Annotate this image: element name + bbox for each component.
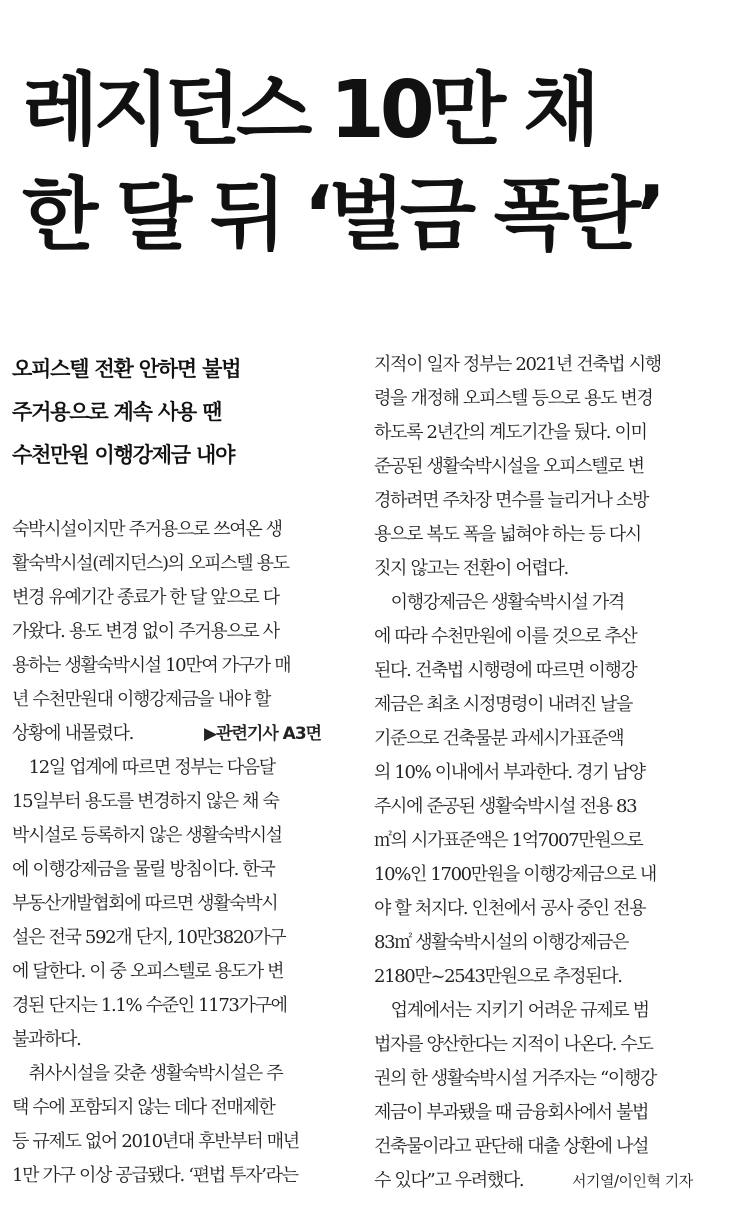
subheadline-line-1: 오피스텔 전환 안하면 불법 xyxy=(12,357,241,381)
body-line: 숙박시설이지만 주거용으로 쓰여온 생 xyxy=(12,519,282,540)
body-line: 에 달한다. 이 중 오피스텔로 용도가 변 xyxy=(12,961,284,982)
body-line: ㎡의 시가표준액은 1억7007만원으로 xyxy=(374,830,643,851)
body-line: 15일부터 용도를 변경하지 않은 채 숙 xyxy=(12,791,279,812)
headline-line-1: 레지던스 10만 채 xyxy=(22,64,595,156)
body-line: 83㎡ 생활숙박시설의 이행강제금은 xyxy=(374,932,629,953)
body-line: 박시설로 등록하지 않은 생활숙박시설 xyxy=(12,825,282,846)
body-line: 주시에 준공된 생활숙박시설 전용 83 xyxy=(374,796,637,817)
body-line: 에 따라 수천만원에 이를 것으로 추산 xyxy=(374,626,637,647)
body-line: 설은 전국 592개 단지, 10만3820가구 xyxy=(12,927,286,948)
body-line: 년 수천만원대 이행강제금을 내야 할 xyxy=(12,689,271,710)
body-line: 용하는 생활숙박시설 10만여 가구가 매 xyxy=(12,655,291,676)
body-line: 변경 유예기간 종료가 한 달 앞으로 다 xyxy=(12,587,279,608)
body-line: 10%인 1700만원을 이행강제금으로 내 xyxy=(374,864,656,885)
headline xyxy=(22,58,722,268)
body-line: 제금이 부과됐을 때 금융회사에서 불법 xyxy=(374,1102,649,1123)
body-line: 상황에 내몰렸다. xyxy=(12,723,134,744)
subheadline-line-3: 수천만원 이행강제금 내야 xyxy=(12,443,235,467)
body-line: 부동산개발협회에 따르면 생활숙박시 xyxy=(12,893,278,914)
related-article-link[interactable]: ▶관련기사 A3면 xyxy=(204,724,322,744)
body-line: 준공된 생활숙박시설을 오피스텔로 변 xyxy=(374,456,644,477)
headline-line-2: 한 달 뒤 ‘벌금 폭탄’ xyxy=(22,169,662,261)
byline: 서기열/이인혁 기자 xyxy=(572,1172,693,1190)
body-line: 불과하다. xyxy=(12,1029,81,1050)
body-line: 12일 업계에 따르면 정부는 다음달 xyxy=(12,757,275,778)
body-line: 건축물이라고 판단해 대출 상환에 나설 xyxy=(374,1136,649,1157)
subheadline xyxy=(12,348,352,477)
body-line: 경하려면 주차장 면수를 늘리거나 소방 xyxy=(374,490,649,511)
body-line: 기준으로 건축물분 과세시가표준액 xyxy=(374,728,624,749)
body-line: 수 있다”고 우려했다. xyxy=(374,1170,524,1191)
body-line: 지적이 일자 정부는 2021년 건축법 시행 xyxy=(374,354,661,375)
body-line: 등 규제도 없어 2010년대 후반부터 매년 xyxy=(12,1131,299,1152)
body-line: 제금은 최초 시정명령이 내려진 날을 xyxy=(374,694,633,715)
body-line: 야 할 처지다. 인천에서 공사 중인 전용 xyxy=(374,898,646,919)
body-line: 권의 한 생활숙박시설 거주자는 “이행강 xyxy=(374,1068,656,1089)
body-line: 의 10% 이내에서 부과한다. 경기 남양 xyxy=(374,762,645,783)
body-line: 령을 개정해 오피스텔 등으로 용도 변경 xyxy=(374,388,653,409)
subheadline-line-2: 주거용으로 계속 사용 땐 xyxy=(12,400,222,424)
body-line: 짓지 않고는 전환이 어렵다. xyxy=(374,558,568,579)
body-line: 2180만~2543만원으로 추정된다. xyxy=(374,966,622,987)
body-line: 에 이행강제금을 물릴 방침이다. 한국 xyxy=(12,859,275,880)
body-line: 하도록 2년간의 계도기간을 뒀다. 이미 xyxy=(374,422,647,443)
body-line: 취사시설을 갖춘 생활숙박시설은 주 xyxy=(12,1063,283,1084)
body-line: 가왔다. 용도 변경 없이 주거용으로 사 xyxy=(12,621,279,642)
body-line: 업계에서는 지키기 어려운 규제로 범 xyxy=(374,1000,649,1021)
body-line: 1만 가구 이상 공급됐다. ‘편법 투자’라는 xyxy=(12,1165,298,1186)
body-line: 용으로 복도 폭을 넓혀야 하는 등 다시 xyxy=(374,524,641,545)
body-line: 법자를 양산한다는 지적이 나온다. 수도 xyxy=(374,1034,653,1055)
body-line: 택 수에 포함되지 않는 데다 전매제한 xyxy=(12,1097,275,1118)
body-line: 활숙박시설(레지던스)의 오피스텔 용도 xyxy=(12,553,289,574)
body-line: 된다. 건축법 시행령에 따르면 이행강 xyxy=(374,660,637,681)
body-line: 이행강제금은 생활숙박시설 가격 xyxy=(374,592,624,613)
body-line: 경된 단지는 1.1% 수준인 1173가구에 xyxy=(12,995,287,1016)
